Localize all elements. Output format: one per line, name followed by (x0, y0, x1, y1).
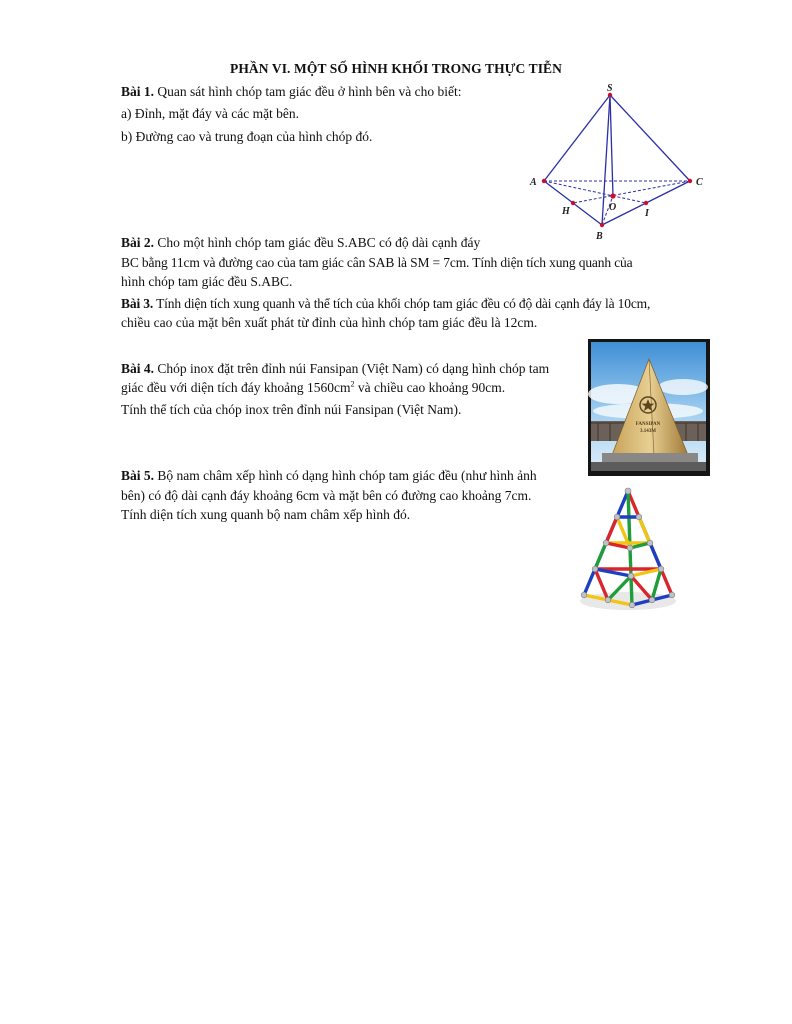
photo-text-fansipan: FANSIPAN (635, 422, 661, 427)
median-ch (573, 181, 690, 203)
label-o: O (609, 202, 617, 213)
exercise-3-label: Bài 3. (121, 296, 154, 311)
point-i (644, 201, 648, 205)
exercise-3-line-2: chiều cao của mặt bên xuất phát từ đỉnh của hình chóp tam giác đều là 12cm. (121, 315, 538, 330)
exercise-5-label: Bài 5. (121, 468, 155, 483)
exercise-4-line-3: Tính thể tích của chóp inox trên đỉnh núi Fansipan (Việt Nam). (121, 402, 462, 417)
exercise-1-intro (121, 82, 461, 101)
point-c (688, 179, 692, 183)
label-c: C (696, 177, 703, 188)
point-a (542, 179, 546, 183)
exercise-1-label: Bài 1. (121, 84, 155, 99)
photo-text-altitude: 3.143M (640, 429, 656, 434)
exercise-1-part-b: b) Đường cao và trung đoạn của hình chóp đó. (121, 129, 373, 144)
exercise-2-line-2: BC bằng 11cm và đường cao của tam giác cân SAB là SM = 7cm. Tính diện tích xung quanh của (121, 255, 633, 270)
label-a: A (530, 177, 537, 188)
label-b: B (596, 231, 603, 242)
point-o (610, 193, 615, 198)
magnet-pyramid-photo (578, 483, 678, 613)
edge-sc (610, 95, 690, 181)
exercise-4-line-1: Bài 4. Chóp inox đặt trên đỉnh núi Fansipan (Việt Nam) có dạng hình chóp tam (121, 361, 550, 376)
exercise-3-line-1: Bài 3. Tính diện tích xung quanh và thể tích của khối chóp tam giác đều có độ dài cạnh đáy là 10cm, (121, 296, 651, 311)
exercise-4-label: Bài 4. (121, 361, 155, 376)
exercise-1-text: Quan sát hình chóp tam giác đều ở hình bên và cho biết: (154, 84, 462, 99)
exercise-5-line-2: bên) có độ dài cạnh đáy khoảng 6cm và mặt bên có đường cao khoảng 7cm. (121, 488, 532, 503)
label-i: I (645, 208, 649, 219)
label-h: H (562, 206, 570, 217)
exercise-2-line-3: hình chóp tam giác đều S.ABC. (121, 274, 293, 289)
exercise-1-part-a: a) Đỉnh, mặt đáy và các mặt bên. (121, 106, 300, 121)
section-title: PHẦN VI. MỘT SỐ HÌNH KHỐI TRONG THỰC TIỄN (229, 61, 563, 76)
exercise-2-label: Bài 2. (121, 235, 155, 250)
edge-sa (544, 95, 610, 181)
point-b (600, 223, 604, 227)
point-h (571, 201, 575, 205)
pyramid-diagram (524, 80, 714, 245)
exercise-2-line-1: Bài 2. Cho một hình chóp tam giác đều S.ABC có độ dài cạnh đáy (121, 235, 481, 250)
fansipan-photo (588, 339, 710, 476)
exercise-4-line-2: giác đều với diện tích đáy khoảng $1560cm^2$ và chiều cao khoảng 90cm. (121, 379, 506, 395)
label-s: S (607, 83, 613, 94)
exercise-5-line-3: Tính diện tích xung quanh bộ nam châm xếp hình đó. (121, 507, 411, 522)
exercise-5-line-1: Bài 5. Bộ nam châm xếp hình có dạng hình chóp tam giác đều (như hình ảnh (121, 468, 537, 483)
